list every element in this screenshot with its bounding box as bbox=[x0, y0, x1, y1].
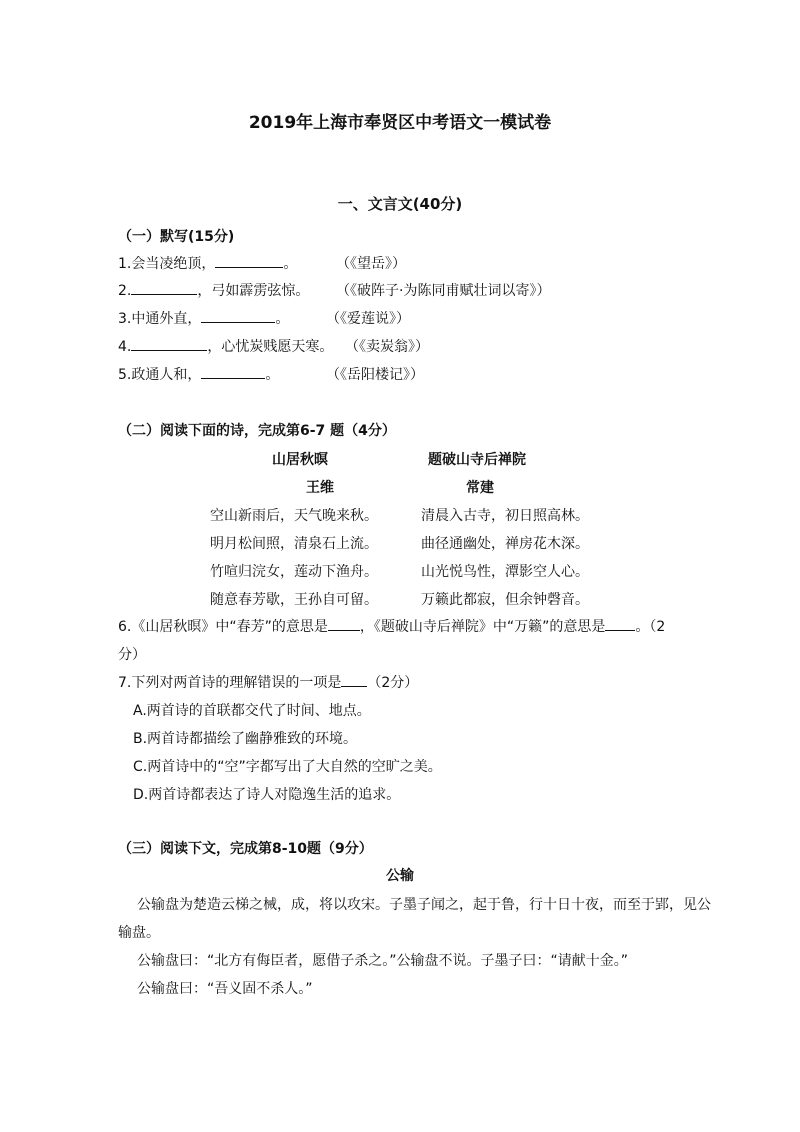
poem2-line: 清晨入古寺，初日照高林。 bbox=[421, 508, 589, 524]
item-prefix: 2. bbox=[118, 283, 132, 299]
poem2-title: 题破山寺后禅院 bbox=[428, 452, 526, 468]
part3-heading: （三）阅读下文，完成第8-10题（9分） bbox=[118, 841, 373, 857]
dictation-item-4 bbox=[118, 336, 333, 356]
passage-paragraph: 公输盘为楚造云梯之械，成，将以攻宋。子墨子闻之，起于鲁，行十日十夜，而至于郢，见公 bbox=[137, 897, 711, 913]
poem1-line: 随意春芳歇，王孙自可留。 bbox=[210, 592, 378, 608]
answer-blank[interactable] bbox=[605, 616, 635, 631]
answer-blank[interactable] bbox=[215, 253, 283, 268]
part1-heading: （一）默写(15分) bbox=[118, 229, 235, 245]
poem1-author: 王维 bbox=[306, 480, 334, 496]
item-prefix: 3.中通外直， bbox=[118, 311, 202, 327]
dictation-item-3 bbox=[118, 308, 289, 328]
page-title: 2019年上海市奉贤区中考语文一模试卷 bbox=[248, 113, 552, 133]
poem1-line: 竹喧归浣女，莲动下渔舟。 bbox=[210, 564, 378, 580]
question-6 bbox=[118, 616, 665, 636]
poem1-title: 山居秋暝 bbox=[272, 452, 328, 468]
option-a: A.两首诗的首联都交代了时间、地点。 bbox=[133, 703, 371, 719]
item-suffix: 。 bbox=[275, 311, 290, 327]
item-source: （《卖炭翁》） bbox=[345, 339, 429, 355]
dictation-item-2 bbox=[118, 280, 309, 300]
q6-text: ，《题破山寺后禅院》中“万籁”的意思是 bbox=[359, 619, 606, 635]
poem1-line: 空山新雨后，天气晚来秋。 bbox=[210, 508, 378, 524]
answer-blank[interactable] bbox=[201, 308, 275, 323]
item-suffix: 。 bbox=[265, 367, 280, 383]
q7-tail: （2分） bbox=[367, 675, 419, 691]
item-source: （《爱莲说》） bbox=[326, 311, 410, 327]
part2-heading: （二）阅读下面的诗，完成第6-7 题（4分） bbox=[118, 423, 396, 439]
item-prefix: 4. bbox=[118, 339, 132, 355]
answer-blank[interactable] bbox=[201, 364, 265, 379]
question-7 bbox=[118, 672, 418, 692]
poem2-line: 曲径通幽处，禅房花木深。 bbox=[421, 536, 589, 552]
poem2-line: 万籁此都寂，但余钟磬音。 bbox=[421, 592, 589, 608]
answer-blank[interactable] bbox=[131, 280, 197, 295]
dictation-item-1 bbox=[118, 253, 297, 273]
item-suffix: ，心忧炭贱愿天寒。 bbox=[207, 339, 334, 355]
option-d: D.两首诗都表达了诗人对隐逸生活的追求。 bbox=[133, 787, 401, 803]
section-heading: 一、文言文(40分) bbox=[337, 195, 463, 213]
passage-paragraph-cont: 输盘。 bbox=[118, 925, 160, 941]
option-c: C.两首诗中的“空”字都写出了大自然的空旷之美。 bbox=[133, 759, 442, 775]
answer-blank[interactable] bbox=[131, 336, 207, 351]
answer-blank[interactable] bbox=[328, 616, 360, 631]
poem2-line: 山光悦鸟性，潭影空人心。 bbox=[421, 564, 589, 580]
option-b: B.两首诗都描绘了幽静雅致的环境。 bbox=[133, 731, 358, 747]
item-prefix: 5.政通人和， bbox=[118, 367, 202, 383]
q7-stem: 7.下列对两首诗的理解错误的一项是 bbox=[118, 675, 342, 691]
passage-paragraph: 公输盘曰：“北方有侮臣者，愿借子杀之。”公输盘不说。子墨子曰：“请献十金。” bbox=[137, 953, 629, 969]
q6-text: 6.《山居秋暝》中“春芳”的意思是 bbox=[118, 619, 328, 635]
q6-continuation: 分） bbox=[118, 647, 146, 663]
item-source: （《破阵子·为陈同甫赋壮词以寄》） bbox=[336, 283, 551, 299]
dictation-item-5 bbox=[118, 364, 279, 384]
q6-text: 。（2 bbox=[635, 619, 666, 635]
item-source: （《望岳》） bbox=[336, 256, 406, 272]
poem2-author: 常建 bbox=[466, 480, 494, 496]
passage-title: 公输 bbox=[386, 868, 414, 884]
item-prefix: 1.会当凌绝顶， bbox=[118, 256, 216, 272]
passage-paragraph: 公输盘曰：“吾义固不杀人。” bbox=[137, 981, 313, 997]
item-suffix: 。 bbox=[283, 256, 298, 272]
item-source: （《岳阳楼记》） bbox=[326, 367, 424, 383]
poem1-line: 明月松间照，清泉石上流。 bbox=[210, 536, 378, 552]
answer-blank[interactable] bbox=[341, 672, 367, 687]
item-suffix: ，弓如霹雳弦惊。 bbox=[197, 283, 310, 299]
